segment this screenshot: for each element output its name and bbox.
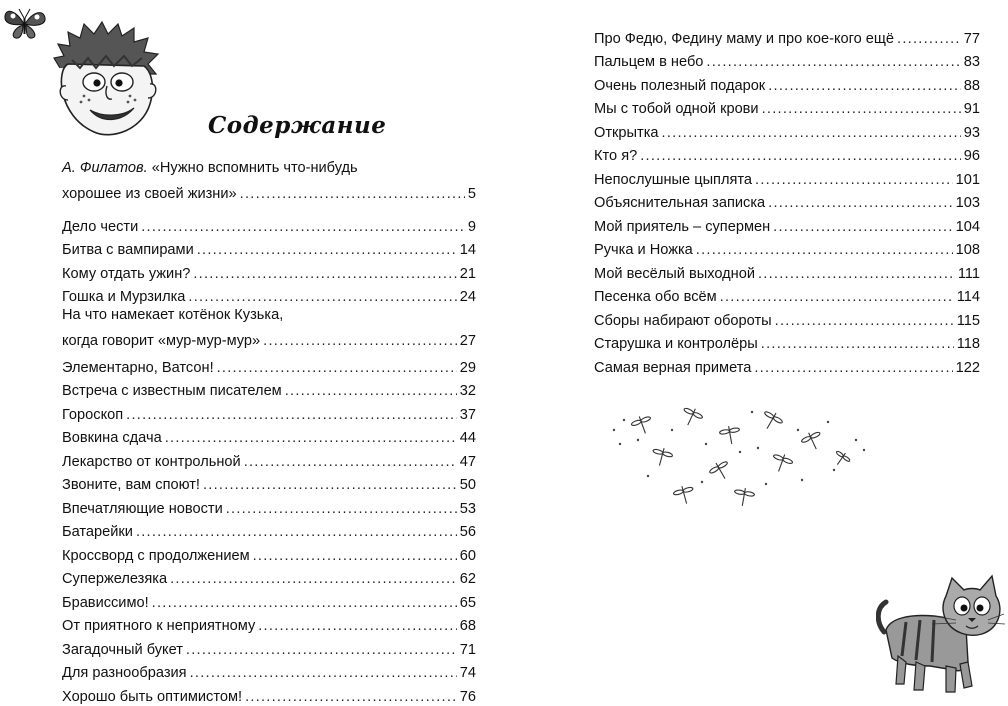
toc-entry-page: 21 [459, 265, 476, 282]
dot-leader [170, 570, 457, 588]
dot-leader [141, 218, 465, 236]
toc-entry-title: Мы с тобой одной крови [594, 101, 759, 117]
toc-entry-page: 37 [459, 406, 476, 423]
toc-entry-page: 62 [459, 571, 476, 587]
toc-entry[interactable] [62, 541, 476, 565]
toc-entry-page: 68 [459, 618, 476, 634]
toc-list-left [62, 159, 476, 706]
toc-entry[interactable] [594, 95, 980, 119]
butterfly-icon [2, 4, 48, 42]
toc-entry-title: Хорошо быть оптимистом! [62, 688, 243, 705]
toc-entry-title: Объяснительная записка [594, 195, 766, 211]
dot-leader [696, 241, 953, 259]
toc-entry[interactable] [62, 588, 476, 612]
dot-leader [186, 641, 457, 659]
toc-entry-title: Дело чести [62, 218, 139, 235]
toc-entry-title: Битва с вампирами [62, 242, 194, 258]
toc-entry-page: 93 [963, 124, 980, 141]
toc-entry-page: 76 [459, 688, 476, 705]
dot-leader [197, 241, 457, 259]
toc-entry-title: Ручка и Ножка [594, 242, 693, 258]
toc-entry-title: Сборы набирают обороты [594, 312, 772, 329]
toc-entry-page: 111 [957, 265, 980, 282]
dot-leader [152, 594, 457, 612]
toc-entry-page: 91 [963, 101, 980, 117]
toc-entry-page: 27 [459, 333, 476, 349]
toc-entry-title: Открытка [594, 124, 659, 141]
toc-entry-page: 71 [459, 641, 476, 658]
dot-leader [773, 218, 952, 236]
dot-leader [245, 688, 457, 706]
toc-entry[interactable] [594, 71, 980, 95]
dot-leader [640, 147, 961, 165]
toc-entry[interactable] [594, 353, 980, 377]
cat-icon [876, 566, 1006, 698]
toc-entry-title: Пальцем в небо [594, 54, 704, 70]
right-page [504, 0, 1008, 704]
toc-entry-title: Мой весёлый выходной [594, 265, 755, 282]
boy-face-icon [50, 20, 162, 140]
toc-entry-page: 114 [956, 289, 980, 305]
toc-entry-title: Для разнообразия [62, 665, 187, 681]
dot-leader [136, 523, 457, 541]
toc-entry-page: 14 [459, 242, 476, 258]
toc-entry[interactable] [594, 118, 980, 142]
toc-entry-title: Старушка и контролёры [594, 336, 758, 352]
toc-entry-page: 44 [459, 430, 476, 446]
toc-entry[interactable] [594, 212, 980, 236]
toc-entry[interactable] [594, 259, 980, 283]
toc-entry-title: Вовкина сдача [62, 430, 162, 446]
toc-entry-page: 9 [467, 218, 476, 235]
dot-leader [253, 547, 457, 565]
toc-entry[interactable] [62, 212, 476, 236]
dot-leader [755, 171, 953, 189]
dot-leader [226, 500, 457, 518]
toc-entry[interactable] [62, 494, 476, 518]
toc-entry-title: Элементарно, Ватсон! [62, 359, 214, 376]
dot-leader [662, 124, 961, 142]
toc-entry-title: Батарейки [62, 524, 133, 540]
toc-entry-title: От приятного к неприятному [62, 618, 256, 634]
toc-entry[interactable] [62, 565, 476, 589]
toc-entry-title: Песенка обо всём [594, 289, 717, 305]
toc-entry-title: Про Федю, Федину маму и про кое-кого ещё [594, 30, 895, 47]
toc-entry-page: 108 [955, 242, 980, 258]
toc-entry-title: Гороскоп [62, 406, 124, 423]
dot-leader [217, 359, 457, 377]
toc-entry-title: Звоните, вам споют! [62, 477, 200, 493]
toc-entry-page: 88 [963, 77, 980, 94]
dot-leader [768, 194, 952, 212]
toc-entry[interactable] [62, 424, 476, 448]
dot-leader [720, 288, 954, 306]
toc-entry-page: 83 [963, 54, 980, 70]
toc-entry-title: «Нужно вспомнить что-нибудь [151, 160, 358, 176]
toc-entry[interactable] [62, 236, 476, 260]
toc-entry-page: 115 [956, 312, 980, 329]
toc-entry-title: Загадочный букет [62, 641, 183, 658]
toc-entry[interactable] [594, 189, 980, 213]
toc-entry-title: когда говорит «мур-мур-мур» [62, 333, 261, 349]
toc-entry[interactable] [62, 259, 476, 283]
toc-entry-page: 74 [459, 665, 476, 681]
toc-entry-page: 47 [459, 453, 476, 470]
toc-entry[interactable] [62, 682, 476, 706]
toc-entry-page: 77 [963, 30, 980, 47]
toc-entry[interactable] [62, 518, 476, 542]
toc-entry-page: 96 [963, 148, 980, 164]
dot-leader [758, 265, 955, 283]
toc-entry[interactable] [62, 447, 476, 471]
toc-entry[interactable] [62, 400, 476, 424]
dot-leader [706, 53, 960, 71]
toc-entry-title: Очень полезный подарок [594, 77, 766, 94]
dot-leader [285, 382, 457, 400]
toc-entry[interactable] [594, 142, 980, 166]
toc-entry-page: 53 [459, 500, 476, 517]
toc-entry[interactable] [62, 659, 476, 683]
toc-list-right [594, 24, 980, 377]
toc-entry-title: хорошее из своей жизни» [62, 186, 237, 202]
toc-entry[interactable] [62, 306, 476, 353]
dragonflies-icon [602, 400, 882, 520]
dot-leader [263, 332, 457, 350]
page-title: Содержание [208, 112, 387, 139]
dot-leader [768, 77, 961, 95]
toc-entry[interactable] [594, 330, 980, 354]
dot-leader [762, 100, 961, 118]
toc-entry[interactable] [594, 48, 980, 72]
toc-entry-title: Впечатляющие новости [62, 500, 223, 517]
toc-entry-page: 50 [459, 477, 476, 493]
toc-entry-page: 104 [955, 218, 980, 235]
toc-entry-page: 118 [956, 336, 980, 352]
toc-entry[interactable] [594, 165, 980, 189]
toc-entry-page: 29 [459, 359, 476, 376]
dot-leader [126, 406, 457, 424]
toc-entry[interactable] [594, 283, 980, 307]
toc-entry-title: Кто я? [594, 148, 638, 164]
dot-leader [203, 476, 457, 494]
toc-entry[interactable] [594, 236, 980, 260]
dot-leader [754, 359, 952, 377]
toc-entry-page: 60 [459, 547, 476, 564]
toc-entry-page: 103 [955, 195, 980, 211]
toc-entry-title: Гошка и Мурзилка [62, 289, 186, 305]
toc-entry[interactable] [62, 612, 476, 636]
dot-leader [244, 453, 457, 471]
toc-entry-page: 122 [955, 359, 980, 376]
toc-entry-page: 32 [459, 383, 476, 399]
toc-entry-title: Лекарство от контрольной [62, 453, 241, 470]
dot-leader [188, 288, 456, 306]
toc-entry-title: Мой приятель – супермен [594, 218, 771, 235]
dot-leader [193, 265, 456, 283]
toc-entry-title: На что намекает котёнок Кузька, [62, 307, 284, 323]
toc-entry[interactable] [62, 471, 476, 495]
toc-entry-title: Встреча с известным писателем [62, 383, 282, 399]
toc-entry[interactable] [62, 159, 476, 206]
toc-entry-title: Кому отдать ужин? [62, 265, 191, 282]
toc-entry-title: Брависсимо! [62, 594, 149, 611]
toc-entry[interactable] [62, 283, 476, 307]
toc-entry-title: Кроссворд с продолжением [62, 547, 250, 564]
dot-leader [240, 185, 465, 203]
toc-entry-author: А. Филатов. [62, 160, 148, 176]
toc-entry-page: 65 [459, 594, 476, 611]
toc-entry[interactable] [594, 306, 980, 330]
toc-entry[interactable] [594, 24, 980, 48]
dot-leader [190, 664, 457, 682]
toc-entry[interactable] [62, 377, 476, 401]
toc-entry-page: 5 [467, 186, 476, 202]
dot-leader [897, 30, 961, 48]
dot-leader [761, 335, 954, 353]
toc-entry[interactable] [62, 635, 476, 659]
toc-entry-title: Непослушные цыплята [594, 171, 753, 188]
dot-leader [258, 617, 457, 635]
toc-entry-title: Самая верная примета [594, 359, 752, 376]
toc-entry[interactable] [62, 353, 476, 377]
toc-entry-page: 101 [955, 171, 980, 188]
toc-entry-title: Супержелезяка [62, 571, 168, 587]
toc-entry-page: 56 [459, 524, 476, 540]
left-page [0, 0, 504, 704]
dot-leader [775, 312, 954, 330]
dot-leader [165, 429, 457, 447]
toc-entry-page: 24 [459, 289, 476, 305]
